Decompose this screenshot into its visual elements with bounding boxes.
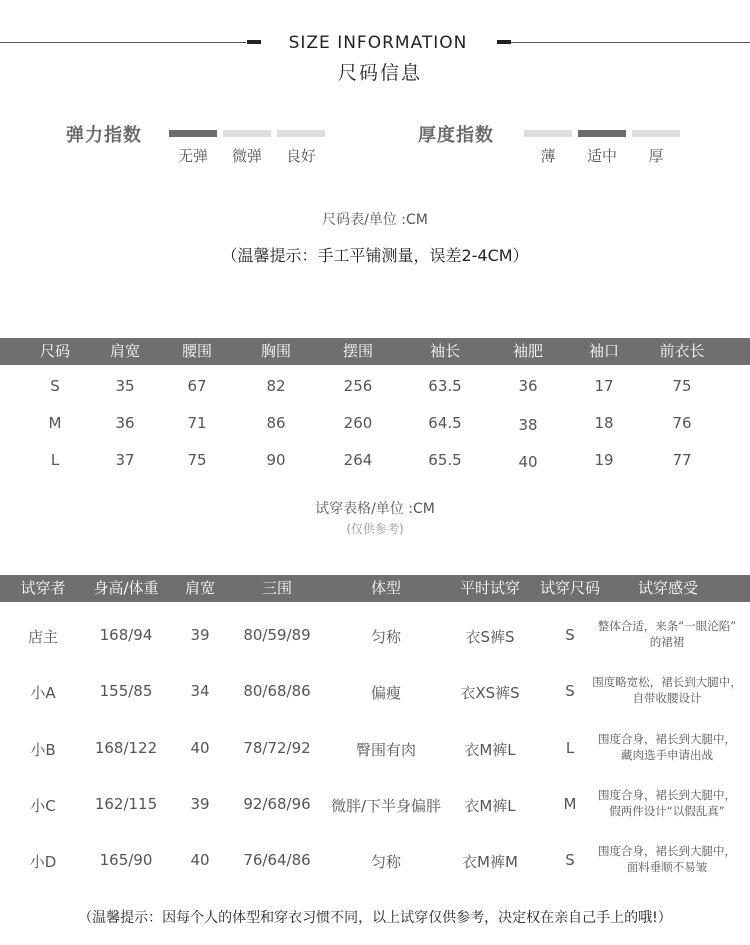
- size-table-cell: 37: [115, 451, 135, 469]
- elasticity-option-label: 良好: [285, 147, 316, 165]
- tryon-feeling-line: 整体合适，来条“一眼沦陷”: [597, 619, 737, 633]
- tryon-table-cell: S: [565, 626, 575, 644]
- size-table-cell: 67: [187, 377, 207, 395]
- size-table-cell: 256: [343, 377, 373, 395]
- elasticity-option-label: 无弹: [177, 147, 208, 165]
- tryon-column-header: 体型: [370, 579, 401, 597]
- size-table-cell: M: [48, 414, 62, 432]
- tryon-table-cell: 80/59/89: [243, 626, 311, 644]
- tryon-table-cell: 小A: [30, 684, 56, 702]
- size-table-cell: 75: [672, 377, 692, 395]
- elasticity-bar: [169, 130, 217, 137]
- tryon-table-cell: 92/68/96: [243, 795, 311, 813]
- tryon-table-cell: 衣XS裤S: [460, 684, 520, 702]
- tryon-feeling-line: 围度合身，裙长到大腿中，: [598, 732, 736, 746]
- tryon-table-cell: 微胖/下半身偏胖: [330, 797, 442, 815]
- thickness-bar: [578, 130, 626, 137]
- tryon-table-cell: S: [565, 851, 575, 869]
- tryon-column-header: 试穿尺码: [539, 579, 600, 597]
- size-table-cell: S: [50, 377, 60, 395]
- elasticity-bar: [223, 130, 271, 137]
- footer-tip: （温馨提示：因每个人的体型和穿衣习惯不同，以上试穿仅供参考，决定权在亲自己手上的哦!）: [78, 910, 672, 926]
- size-table-cell: 65.5: [428, 451, 462, 469]
- size-chart-tip: （温馨提示：手工平铺测量，误差2-4CM）: [221, 246, 529, 265]
- size-column-header: 袖口: [588, 342, 619, 360]
- tryon-table-cell: 165/90: [99, 851, 153, 869]
- tryon-table-cell: 店主: [27, 628, 58, 646]
- size-table-cell: 260: [343, 414, 373, 432]
- size-column-header: 腰围: [181, 342, 212, 360]
- tryon-table-cell: M: [563, 795, 577, 813]
- tryon-feeling-line: 的裙裙: [649, 635, 685, 649]
- thickness-option-label: 薄: [540, 147, 556, 165]
- tryon-table-cell: 80/68/86: [243, 682, 311, 700]
- tryon-table-cell: 匀称: [370, 853, 401, 871]
- size-table-cell: 19: [594, 451, 614, 469]
- tryon-column-header: 身高/体重: [93, 579, 159, 597]
- tryon-column-header: 试穿感受: [637, 579, 698, 597]
- tryon-feeling-line: 围度合身，裙长到大腿中，: [598, 788, 736, 802]
- tryon-table-cell: 偏瘦: [370, 684, 401, 702]
- tryon-table-cell: 40: [190, 851, 210, 869]
- tryon-feeling-line: 藏肉选手申请出战: [621, 748, 713, 762]
- tryon-table-cell: L: [565, 739, 575, 757]
- size-table-cell: 17: [594, 377, 614, 395]
- tryon-table-cell: 衣M裤L: [464, 797, 516, 815]
- tryon-table-cell: 76/64/86: [243, 851, 311, 869]
- size-column-header: 前衣长: [659, 342, 705, 360]
- size-column-header: 肩宽: [109, 342, 140, 360]
- elasticity-label: 弹力指数: [66, 125, 142, 146]
- thickness-label: 厚度指数: [418, 125, 494, 146]
- title-rule-right: [511, 42, 750, 43]
- size-column-header: 胸围: [260, 342, 291, 360]
- size-column-header: 袖长: [429, 342, 460, 360]
- tryon-table-cell: 162/115: [94, 795, 158, 813]
- tryon-table-cell: 34: [190, 682, 210, 700]
- size-table-cell: L: [50, 451, 60, 469]
- tryon-table-cell: 衣S裤S: [465, 628, 515, 646]
- size-table-cell: 40: [518, 453, 538, 471]
- tryon-table-cell: 衣M裤M: [462, 853, 518, 871]
- tryon-table-cell: 小B: [30, 741, 56, 759]
- tryon-table-cell: 168/122: [94, 739, 158, 757]
- tryon-table-cell: 168/94: [99, 626, 153, 644]
- thickness-option-label: 适中: [586, 147, 617, 165]
- size-table-header: [0, 338, 750, 365]
- size-table-cell: 76: [672, 414, 692, 432]
- tryon-table-cell: 小D: [29, 853, 57, 871]
- size-column-header: 袖肥: [512, 342, 543, 360]
- size-table-cell: 82: [266, 377, 286, 395]
- tryon-chart-sub: (仅供参考): [346, 522, 404, 536]
- size-column-header: 尺码: [39, 342, 70, 360]
- size-table-cell: 63.5: [428, 377, 462, 395]
- tryon-table-cell: 臀围有肉: [355, 741, 416, 759]
- size-table-cell: 35: [115, 377, 135, 395]
- tryon-table-cell: 匀称: [370, 628, 401, 646]
- tryon-table-cell: 衣M裤L: [464, 741, 516, 759]
- size-table-cell: 90: [266, 451, 286, 469]
- tryon-table-cell: 小C: [30, 797, 56, 815]
- tryon-table-cell: 39: [190, 626, 210, 644]
- thickness-bar: [632, 130, 680, 137]
- tryon-table-cell: S: [565, 682, 575, 700]
- thickness-bar: [524, 130, 572, 137]
- tryon-column-header: 平时试穿: [459, 579, 520, 597]
- size-table-cell: 77: [672, 451, 692, 469]
- tryon-feeling-line: 围度合身，裙长到大腿中，: [598, 844, 736, 858]
- size-table-cell: 38: [518, 416, 538, 434]
- tryon-column-header: 试穿者: [20, 579, 66, 597]
- page-title-cn: 尺码信息: [337, 62, 422, 84]
- tryon-feeling-line: 自带收腰设计: [632, 691, 702, 705]
- size-table-cell: 75: [187, 451, 207, 469]
- size-column-header: 摆围: [342, 342, 373, 360]
- size-table-cell: 18: [594, 414, 614, 432]
- size-table-cell: 86: [266, 414, 286, 432]
- elasticity-bar: [277, 130, 325, 137]
- tryon-column-header: 三围: [261, 579, 292, 597]
- tryon-table-cell: 40: [190, 739, 210, 757]
- tryon-feeling-line: 假两件设计“以假乱真”: [609, 804, 725, 818]
- tryon-table-cell: 155/85: [99, 682, 153, 700]
- title-dash-right: [497, 40, 511, 44]
- size-table-cell: 36: [115, 414, 135, 432]
- tryon-chart-unit: 试穿表格/单位 :CM: [315, 501, 435, 517]
- size-table-cell: 64.5: [428, 414, 462, 432]
- tryon-feeling-line: 围度略宽松，裙长到大腿中，: [592, 675, 742, 689]
- tryon-table-cell: 39: [190, 795, 210, 813]
- tryon-table-cell: 78/72/92: [243, 739, 311, 757]
- elasticity-option-label: 微弹: [231, 147, 262, 165]
- tryon-feeling-line: 面料垂顺不易皱: [626, 860, 708, 874]
- page-title-en: SIZE INFORMATION: [288, 33, 468, 53]
- size-table-cell: 264: [343, 451, 373, 469]
- size-table-cell: 36: [518, 377, 538, 395]
- tryon-column-header: 肩宽: [184, 579, 215, 597]
- thickness-option-label: 厚: [648, 147, 664, 165]
- size-table-cell: 71: [187, 414, 207, 432]
- tryon-table-header: [0, 575, 750, 602]
- size-chart-unit: 尺码表/单位 :CM: [322, 212, 428, 228]
